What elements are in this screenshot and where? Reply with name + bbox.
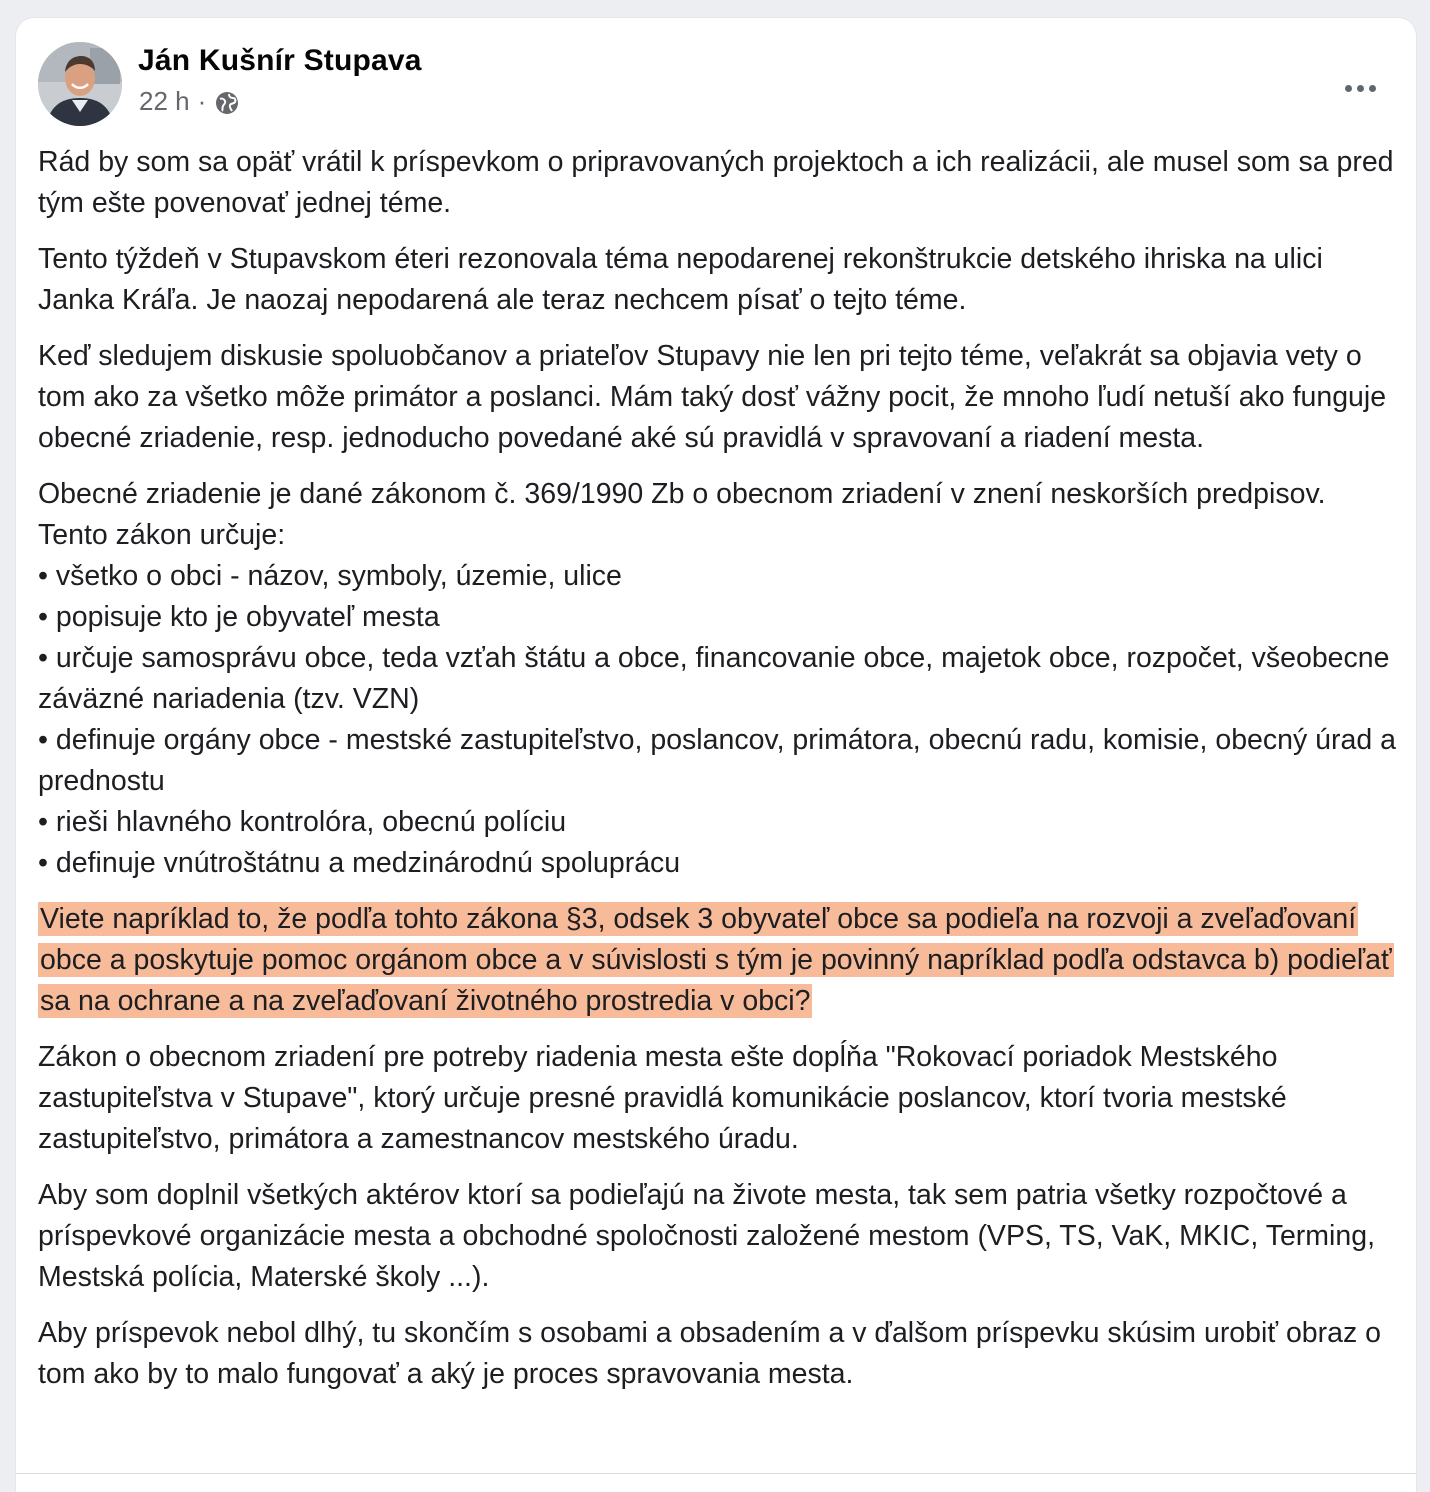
post-timestamp[interactable]: 22 h bbox=[139, 86, 190, 116]
more-options-icon[interactable] bbox=[1332, 68, 1388, 108]
post-header bbox=[38, 40, 1398, 130]
post-paragraph: Zákon o obecnom zriadení pre potreby riadenia mesta ešte dopĺňa "Rokovací poriadok Mestského zastupiteľstva v Stupave", ktorý určuje presné pravidlá komunikácie poslancov, ktorí tvoria mestské zastupiteľstvo, primátora a zamestnancov mestského úradu. bbox=[38, 1041, 1287, 1155]
more-dot bbox=[1345, 85, 1352, 92]
post-paragraph: Obecné zriadenie je dané zákonom č. 369/1990 Zb o obecnom zriadení v znení neskorších predpisov. Tento zákon určuje: bbox=[38, 478, 1326, 551]
list-item: • rieši hlavného kontrolóra, obecnú políciu bbox=[38, 806, 567, 838]
avatar[interactable] bbox=[38, 42, 122, 126]
post-paragraph: Tento týždeň v Stupavskom éteri rezonovala téma nepodarenej rekonštrukcie detského ihriska na ulici Janka Kráľa. Je naozaj nepodarená ale teraz nechcem písať o tejto téme. bbox=[38, 243, 1323, 316]
list-item: • definuje orgány obce - mestské zastupiteľstvo, poslancov, primátora, obecnú radu, komisie, obecný úrad a prednostu bbox=[38, 724, 1396, 797]
meta-separator: · bbox=[197, 86, 207, 116]
list-item: • definuje vnútroštátnu a medzinárodnú spoluprácu bbox=[38, 847, 681, 879]
list-item: • popisuje kto je obyvateľ mesta bbox=[38, 601, 440, 633]
post-paragraph: Aby som doplnil všetkých aktérov ktorí sa podieľajú na živote mesta, tak sem patria všetky rozpočtové a príspevkové organizácie mesta a obchodné spoločnosti založené mestom (VPS, TS, VaK, MKIC, Terming, Mestská polícia, Materské školy ...). bbox=[38, 1179, 1375, 1293]
post-paragraph: Keď sledujem diskusie spoluobčanov a priateľov Stupavy nie len pri tejto téme, veľakrát sa objavia vety o tom ako za všetko môže primátor a poslanci. Mám taký dosť vážny pocit, že mnoho ľudí netuší ako funguje obecné zriadenie, resp. jednoducho povedané aké sú pravidlá v spravovaní a riadení mesta. bbox=[38, 340, 1387, 454]
highlighted-text: Viete napríklad to, že podľa tohto zákona §3, odsek 3 obyvateľ obce sa podieľa na rozvoji a zveľaďovaní obce a poskytuje pomoc orgánom obce a v súvislosti s tým je povinný napríklad podľa odstavca b) podieľať sa na ochrane a na zveľaďovaní životného prostredia v obci? bbox=[40, 903, 1392, 1017]
list-item: • určuje samosprávu obce, teda vzťah štátu a obce, financovanie obce, majetok obce, rozpočet, všeobecne záväzné nariadenia (tzv. VZN) bbox=[38, 642, 1390, 715]
more-dot bbox=[1357, 85, 1364, 92]
post-body bbox=[38, 142, 1398, 1410]
post-paragraph: Aby príspevok nebol dlhý, tu skončím s osobami a obsadením a v ďalšom príspevku skúsim urobiť obraz o tom ako by to malo fungovať a aký je proces spravovania mesta. bbox=[38, 1317, 1382, 1390]
post-card bbox=[16, 18, 1416, 1492]
highlighted-paragraph bbox=[38, 899, 1398, 1022]
list-item: • všetko o obci - názov, symboly, územie, ulice bbox=[38, 560, 622, 592]
post-paragraph: Rád by som sa opäť vrátil k príspevkom o pripravovaných projektoch a ich realizácii, ale musel som sa pred tým ešte povenovať jednej téme. bbox=[38, 146, 1394, 219]
post-meta bbox=[139, 86, 240, 117]
avatar-photo bbox=[38, 42, 122, 126]
author-name[interactable]: Ján Kušnír Stupava bbox=[138, 44, 422, 77]
globe-icon[interactable] bbox=[214, 90, 240, 116]
card-divider bbox=[16, 1473, 1416, 1474]
law-summary bbox=[38, 474, 1398, 884]
more-dot bbox=[1369, 85, 1376, 92]
